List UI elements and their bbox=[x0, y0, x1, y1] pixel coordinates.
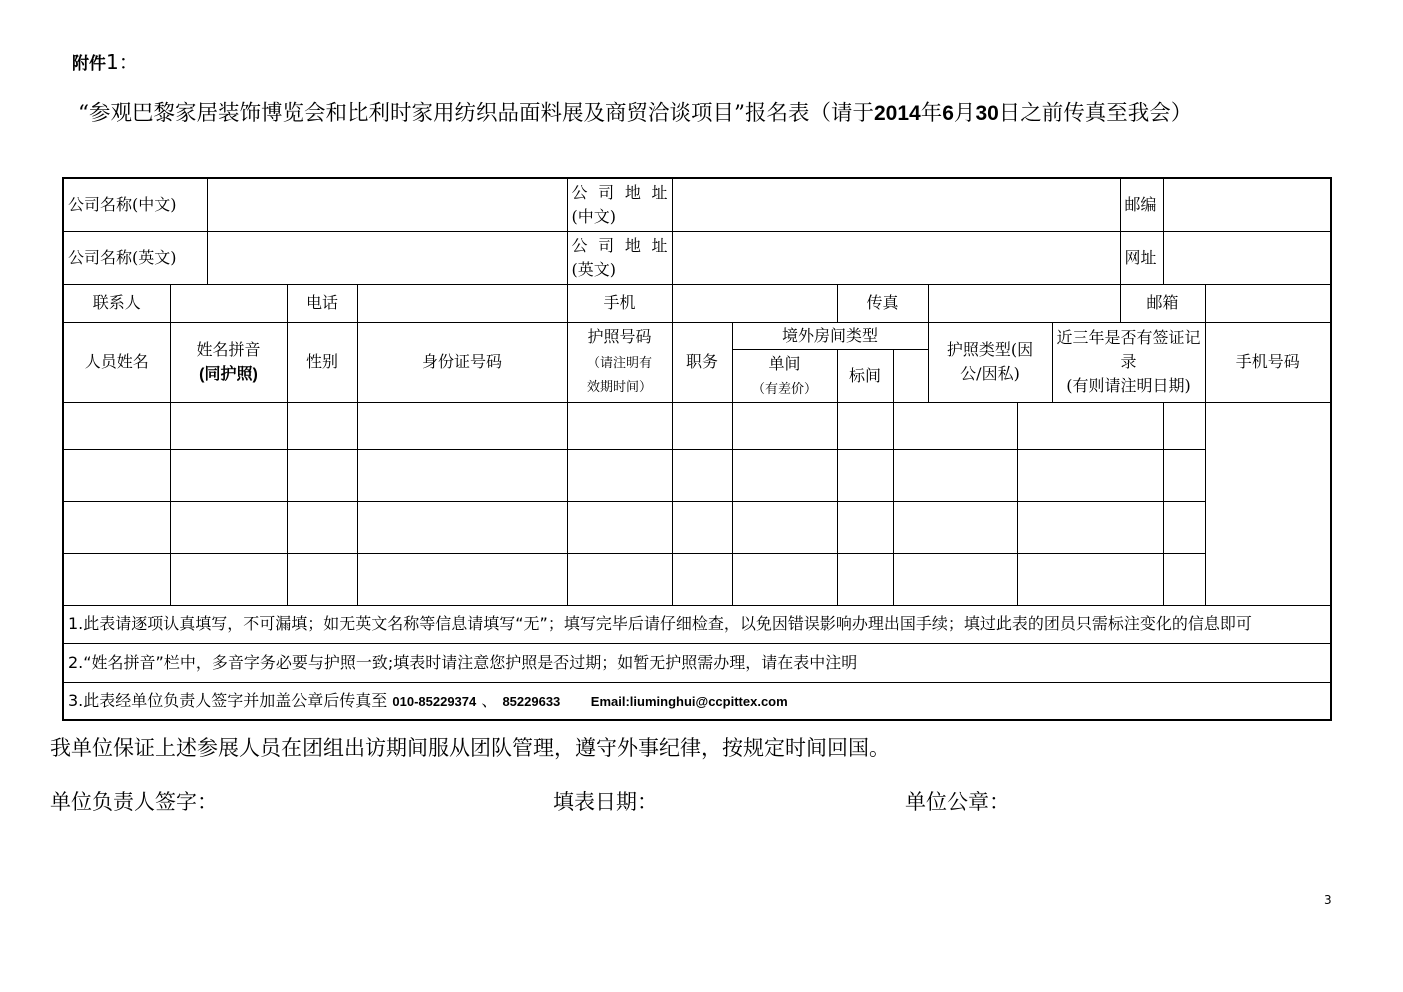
fax-number-1: 010-85229374 bbox=[392, 693, 477, 709]
member-mobile-cell[interactable] bbox=[1163, 501, 1205, 553]
date-label: 填表日期： bbox=[553, 790, 658, 814]
member-passport-type-cell[interactable] bbox=[893, 402, 1017, 449]
member-name-cell[interactable] bbox=[63, 449, 170, 501]
member-gender-cell[interactable] bbox=[287, 553, 357, 605]
member-id-cell[interactable] bbox=[357, 402, 567, 449]
col-standard-room: 标间 bbox=[837, 349, 893, 402]
member-position-cell[interactable] bbox=[672, 553, 732, 605]
fax-label: 传真 bbox=[837, 284, 928, 322]
company-en-row bbox=[63, 231, 1331, 284]
company-address-cn-label: 公 司 地 址 (中文) bbox=[567, 178, 672, 231]
member-id-cell[interactable] bbox=[357, 501, 567, 553]
contact-row bbox=[63, 284, 1331, 322]
col-pinyin: 姓名拼音 (同护照) bbox=[170, 322, 287, 402]
col-visa-record: 近三年是否有签证记录 (有则请注明日期) bbox=[1052, 322, 1205, 402]
col-room-type: 境外房间类型 bbox=[732, 322, 928, 349]
member-header-row-1 bbox=[63, 322, 1331, 349]
note-2: 2.“姓名拼音”栏中，多音字务必要与护照一致;填表时请注意您护照是否过期；如暂无护照需办理，请在表中注明 bbox=[63, 643, 1331, 682]
member-name-cell[interactable] bbox=[63, 553, 170, 605]
col-passport-number: 护照号码 （请注明有 效期时间） bbox=[567, 322, 672, 402]
contact-person-field[interactable] bbox=[170, 284, 287, 322]
member-pinyin-cell[interactable] bbox=[170, 501, 287, 553]
member-mobile-cell[interactable] bbox=[1163, 449, 1205, 501]
member-standard-room-cell[interactable] bbox=[837, 449, 893, 501]
registration-form-table bbox=[62, 177, 1332, 721]
col-passport-type: 护照类型(因 公/因私) bbox=[928, 322, 1052, 402]
form-title bbox=[78, 96, 1192, 127]
member-position-cell[interactable] bbox=[672, 402, 732, 449]
col-gender: 性别 bbox=[287, 322, 357, 402]
mobile-label: 手机 bbox=[567, 284, 672, 322]
table-row bbox=[63, 402, 1331, 449]
member-passport-cell[interactable] bbox=[567, 501, 672, 553]
fax-separator: 、 bbox=[481, 690, 498, 710]
phone-label: 电话 bbox=[287, 284, 357, 322]
contact-email: Email:liuminghui@ccpittex.com bbox=[590, 693, 788, 709]
attachment-heading bbox=[72, 46, 139, 75]
member-passport-type-cell[interactable] bbox=[893, 501, 1017, 553]
member-standard-room-cell[interactable] bbox=[837, 402, 893, 449]
phone-field[interactable] bbox=[357, 284, 567, 322]
col-position: 职务 bbox=[672, 322, 732, 402]
member-position-cell[interactable] bbox=[672, 449, 732, 501]
table-row bbox=[63, 553, 1331, 605]
member-single-room-cell[interactable] bbox=[732, 402, 837, 449]
email-label: 邮箱 bbox=[1120, 284, 1205, 322]
table-row bbox=[63, 501, 1331, 553]
fax-field[interactable] bbox=[928, 284, 1120, 322]
member-visa-cell[interactable] bbox=[1017, 402, 1163, 449]
member-visa-cell[interactable] bbox=[1017, 553, 1163, 605]
member-pinyin-cell[interactable] bbox=[170, 449, 287, 501]
contact-person-label: 联系人 bbox=[63, 284, 170, 322]
member-mobile-cell[interactable] bbox=[1163, 553, 1205, 605]
note-row-1 bbox=[63, 605, 1331, 643]
member-gender-cell[interactable] bbox=[287, 501, 357, 553]
title-year-unit: 年 bbox=[920, 101, 943, 126]
guarantee-statement: 我单位保证上述参展人员在团组出访期间服从团队管理，遵守外事纪律，按规定时间回国。 bbox=[50, 736, 890, 760]
member-single-room-cell[interactable] bbox=[732, 501, 837, 553]
member-passport-type-cell[interactable] bbox=[893, 553, 1017, 605]
website-field[interactable] bbox=[1163, 231, 1331, 284]
member-pinyin-cell[interactable] bbox=[170, 553, 287, 605]
title-day: 30 bbox=[975, 102, 999, 125]
member-name-cell[interactable] bbox=[63, 501, 170, 553]
member-standard-room-cell[interactable] bbox=[837, 553, 893, 605]
col-id-number: 身份证号码 bbox=[357, 322, 567, 402]
company-name-en-label: 公司名称(英文) bbox=[63, 231, 207, 284]
company-name-cn-field[interactable] bbox=[207, 178, 567, 231]
col-member-name: 人员姓名 bbox=[63, 322, 170, 402]
seal-label: 单位公章： bbox=[905, 790, 1010, 814]
member-pinyin-cell[interactable] bbox=[170, 402, 287, 449]
company-address-en-label: 公 司 地 址 (英文) bbox=[567, 231, 672, 284]
attachment-number: 1 bbox=[106, 50, 119, 74]
col-mobile-number: 手机号码 bbox=[1205, 322, 1331, 402]
member-passport-type-cell[interactable] bbox=[893, 449, 1017, 501]
member-passport-cell[interactable] bbox=[567, 402, 672, 449]
company-address-cn-field[interactable] bbox=[672, 178, 1120, 231]
mobile-field[interactable] bbox=[672, 284, 837, 322]
title-month-unit: 月 bbox=[953, 101, 976, 126]
postcode-label: 邮编 bbox=[1120, 178, 1163, 231]
attachment-colon: ： bbox=[118, 50, 139, 74]
member-position-cell[interactable] bbox=[672, 501, 732, 553]
member-gender-cell[interactable] bbox=[287, 449, 357, 501]
member-single-room-cell[interactable] bbox=[732, 449, 837, 501]
page-number: 3 bbox=[1324, 893, 1332, 907]
title-month: 6 bbox=[942, 102, 954, 125]
member-standard-room-cell[interactable] bbox=[837, 501, 893, 553]
member-single-room-cell[interactable] bbox=[732, 553, 837, 605]
company-cn-row bbox=[63, 178, 1331, 231]
member-mobile-cell[interactable] bbox=[1163, 402, 1205, 449]
note-row-3 bbox=[63, 682, 1331, 720]
website-label: 网址 bbox=[1120, 231, 1163, 284]
company-name-en-field[interactable] bbox=[207, 231, 567, 284]
company-name-cn-label: 公司名称(中文) bbox=[63, 178, 207, 231]
attachment-label: 附件 bbox=[72, 54, 106, 74]
title-year: 2014 bbox=[874, 102, 921, 125]
signature-label: 单位负责人签字： bbox=[50, 790, 218, 814]
title-tail: 日之前传真至我会） bbox=[998, 101, 1193, 126]
table-row bbox=[63, 449, 1331, 501]
company-address-en-field[interactable] bbox=[672, 231, 1120, 284]
fax-number-2: 85229633 bbox=[502, 693, 561, 709]
member-passport-cell[interactable] bbox=[567, 553, 672, 605]
member-visa-cell[interactable] bbox=[1017, 449, 1163, 501]
member-passport-cell[interactable] bbox=[567, 449, 672, 501]
postcode-field[interactable] bbox=[1163, 178, 1331, 231]
member-id-cell[interactable] bbox=[357, 553, 567, 605]
title-main: “参观巴黎家居装饰博览会和比利时家用纺织品面料展及商贸洽谈项目”报名表（请于 bbox=[78, 101, 874, 126]
member-gender-cell[interactable] bbox=[287, 402, 357, 449]
note-3 bbox=[63, 682, 1331, 720]
member-name-cell[interactable] bbox=[63, 402, 170, 449]
col-single-room: 单间 （有差价） bbox=[732, 349, 837, 402]
note-1: 1.此表请逐项认真填写，不可漏填；如无英文名称等信息请填写“无”；填写完毕后请仔细检查，以免因错误影响办理出国手续；填过此表的团员只需标注变化的信息即可 bbox=[63, 605, 1331, 643]
email-field[interactable] bbox=[1205, 284, 1331, 322]
note-row-2 bbox=[63, 643, 1331, 682]
member-visa-cell[interactable] bbox=[1017, 501, 1163, 553]
note-3-prefix: 3.此表经单位负责人签字并加盖公章后传真至 bbox=[68, 690, 388, 710]
member-id-cell[interactable] bbox=[357, 449, 567, 501]
